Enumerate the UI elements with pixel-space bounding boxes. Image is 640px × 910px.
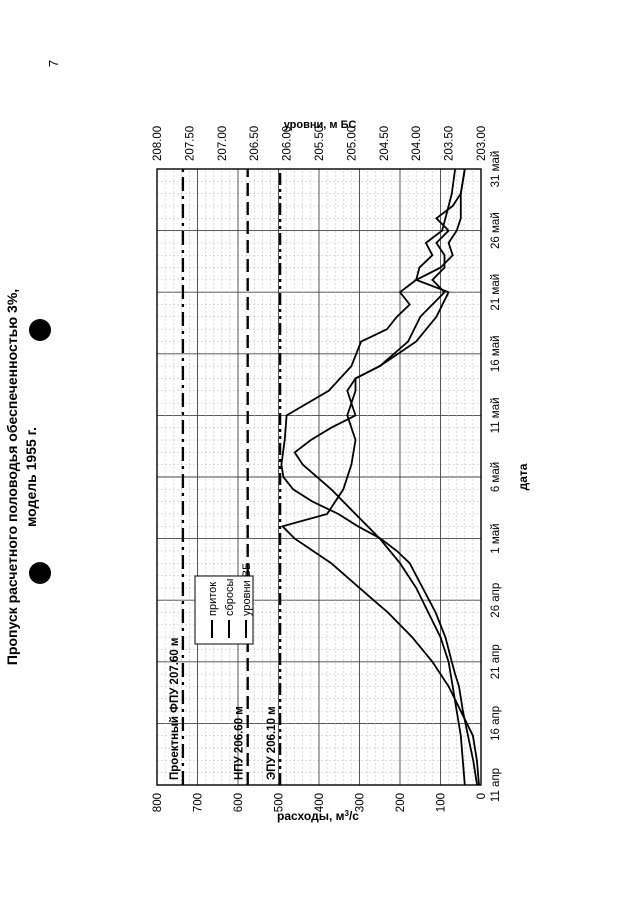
reference-line-label: НПУ 206.60 м xyxy=(233,706,246,780)
chart-subtitle: модель 1955 г. xyxy=(23,427,39,527)
y-right-tick-label: 206.00 xyxy=(281,125,294,161)
x-tick-label: 31 май xyxy=(490,150,502,188)
y-right-tick-label: 206.50 xyxy=(249,125,262,161)
x-tick-label: 6 май xyxy=(490,461,502,493)
y-right-tick-label: 205.50 xyxy=(314,125,326,161)
y-left-tick-label: 800 xyxy=(152,793,164,813)
x-tick-label: 1 май xyxy=(490,523,502,554)
y-left-tick-label: 0 xyxy=(476,793,488,800)
grid xyxy=(157,169,481,785)
y-right-tick-label: 207.50 xyxy=(184,125,197,161)
y-left-tick-label: 300 xyxy=(354,793,367,813)
legend-label: уровни ВБ xyxy=(241,562,253,616)
legend-label: сбросы xyxy=(224,578,236,616)
legend-label: приток xyxy=(207,581,219,616)
x-tick-label: 21 апр xyxy=(490,644,502,680)
y-right-tick-label: 205.00 xyxy=(346,125,359,161)
y-right-tick-label: 203.50 xyxy=(443,125,456,161)
punch-hole-upper xyxy=(29,319,51,341)
y-axis-label-right: уровни, м БС xyxy=(283,119,357,131)
y-left-tick-label: 600 xyxy=(233,793,245,813)
y-right-tick-label: 203.00 xyxy=(476,125,488,161)
legend xyxy=(195,563,253,644)
page-number: 7 xyxy=(46,59,62,68)
punch-hole-lower xyxy=(29,562,51,584)
x-tick-label: 11 май xyxy=(490,397,502,434)
reference-line-label: Проектный ФПУ 207.60 м xyxy=(168,637,181,780)
y-axis-label-left: расходы, $м^3/с$ xyxy=(277,808,359,823)
x-tick-label: 16 май xyxy=(490,335,502,373)
x-axis-label: дата xyxy=(516,463,530,491)
y-right-tick-label: 204.00 xyxy=(411,125,424,161)
y-left-tick-label: 500 xyxy=(273,793,286,813)
x-tick-label: 26 май xyxy=(490,212,502,249)
x-tick-label: 26 апр xyxy=(490,582,502,618)
x-tick-label: 11 апр xyxy=(490,767,502,803)
x-tick-label: 21 май xyxy=(490,273,502,311)
y-right-tick-label: 208.00 xyxy=(152,125,164,161)
y-left-tick-label: 400 xyxy=(314,793,326,813)
y-left-tick-label: 100 xyxy=(435,793,448,813)
y-right-tick-label: 204.50 xyxy=(378,125,391,161)
y-left-tick-label: 200 xyxy=(395,793,407,813)
x-tick-label: 16 апр xyxy=(490,705,502,741)
chart-title: Пропуск расчетного половодья обеспеченностью 3%, xyxy=(4,288,20,666)
y-right-tick-label: 207.00 xyxy=(216,125,229,161)
y-left-tick-label: 700 xyxy=(192,793,205,813)
reference-line-label: ЭПУ 206.10 м xyxy=(266,706,279,780)
